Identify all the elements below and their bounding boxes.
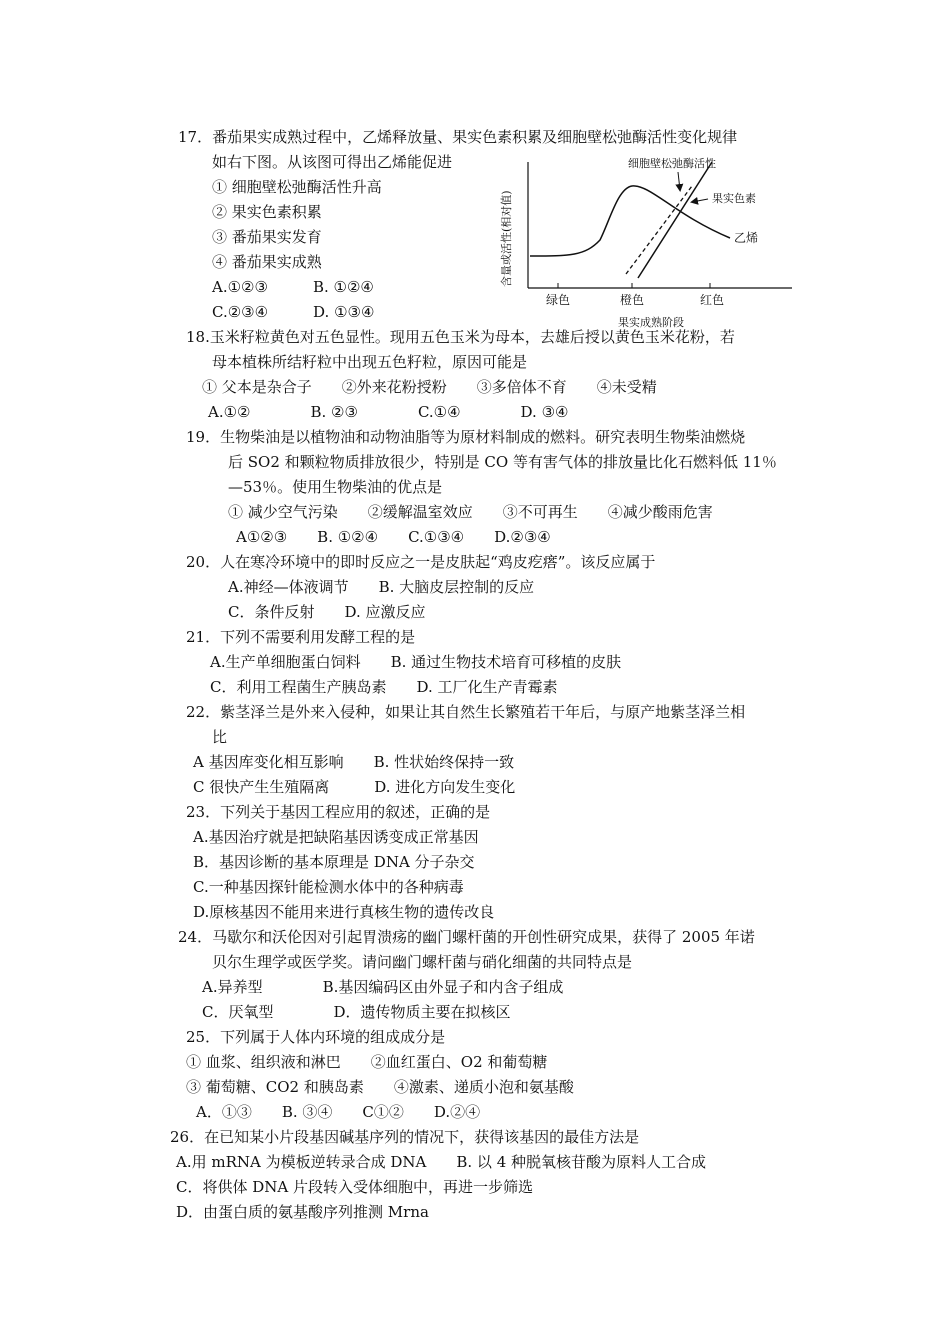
q17-options-ab: A.①②③ B. ①②④ <box>212 278 374 296</box>
q17-item-3: ③ 番茄果实发育 <box>212 228 322 246</box>
q23-option-a: A.基因治疗就是把缺陷基因诱变成正常基因 <box>193 828 479 846</box>
label-ethylene: 乙烯 <box>734 231 759 245</box>
q25-stem: 25．下列属于人体内环境的组成成分是 <box>186 1028 446 1046</box>
q24-options-ab: A.异养型 B.基因编码区由外显子和内含子组成 <box>202 978 564 996</box>
q26-stem: 26．在已知某小片段基因碱基序列的情况下，获得该基因的最佳方法是 <box>170 1128 640 1146</box>
q19-stem-line3: —53％。使用生物柴油的优点是 <box>228 478 443 496</box>
q24-stem-line1: 24．马歇尔和沃伦因对引起胃溃疡的幽门螺杆菌的开创性研究成果，获得了 2005 年诺 <box>178 928 755 946</box>
q18-stem-line2: 母本植株所结籽粒中出现五色籽粒，原因可能是 <box>212 353 528 371</box>
label-pigment: 果实色素 <box>712 192 756 205</box>
q22-stem-line1: 22．紫茎泽兰是外来入侵种，如果让其自然生长繁殖若干年后，与原产地紫茎泽兰相 <box>186 703 746 721</box>
figure-ylabel: 含量或活性(相对值) <box>500 190 513 287</box>
enzyme-line <box>626 186 692 274</box>
q24-options-cd: C．厌氧型 D．遗传物质主要在拟核区 <box>202 1003 511 1021</box>
q26-option-c: C．将供体 DNA 片段转入受体细胞中，再进一步筛选 <box>176 1178 533 1196</box>
q23-option-c: C.一种基因探针能检测水体中的各种病毒 <box>193 878 464 896</box>
q17-item-1: ① 细胞壁松弛酶活性升高 <box>212 178 382 196</box>
xtick-red: 红色 <box>700 293 725 307</box>
q17-figure <box>490 150 810 330</box>
ethylene-curve <box>530 186 730 256</box>
q18-items: ① 父本是杂合子 ②外来花粉授粉 ③多倍体不育 ④未受精 <box>202 378 657 396</box>
q21-options-cd: C．利用工程菌生产胰岛素 D. 工厂化生产青霉素 <box>210 678 558 696</box>
xtick-green: 绿色 <box>546 293 571 307</box>
q22-options-cd: C 很快产生生殖隔离 D. 进化方向发生变化 <box>193 778 516 796</box>
q17-stem-line2: 如右下图。从该图可得出乙烯能促进 <box>212 153 453 171</box>
q19-stem-line2: 后 SO2 和颗粒物质排放很少，特别是 CO 等有害气体的排放量比化石燃料低 11％ <box>228 453 777 471</box>
label-enzyme: 细胞壁松弛酶活性 <box>628 157 716 170</box>
q20-options-ab: A.神经—体液调节 B. 大脑皮层控制的反应 <box>228 578 535 596</box>
q25-items-line1: ① 血浆、组织液和淋巴 ②血红蛋白、O2 和葡萄糖 <box>186 1053 548 1071</box>
q24-stem-line2: 贝尔生理学或医学奖。请问幽门螺杆菌与硝化细菌的共同特点是 <box>212 953 633 971</box>
q21-stem: 21．下列不需要利用发酵工程的是 <box>186 628 416 646</box>
q21-options-ab: A.生产单细胞蛋白饲料 B. 通过生物技术培育可移植的皮肤 <box>210 653 622 671</box>
q18-stem-line1: 18.玉米籽粒黄色对五色显性。现用五色玉米为母本，去雄后授以黄色玉米花粉，若 <box>186 328 735 346</box>
q19-options: A①②③ B. ①②④ C.①③④ D.②③④ <box>236 528 551 546</box>
xtick-orange: 橙色 <box>620 293 645 307</box>
q19-stem-line1: 19．生物柴油是以植物油和动物油脂等为原材料制成的燃料。研究表明生物柴油燃烧 <box>186 428 746 446</box>
q19-items: ① 减少空气污染 ②缓解温室效应 ③不可再生 ④减少酸雨危害 <box>228 503 713 521</box>
q22-options-ab: A 基因库变化相互影响 B. 性状始终保持一致 <box>193 753 515 771</box>
pigment-line <box>638 162 712 278</box>
q18-options: A.①② B. ②③ C.①④ D. ③④ <box>208 403 569 421</box>
q22-stem-line2: 比 <box>212 728 228 746</box>
q17-item-4: ④ 番茄果实成熟 <box>212 253 322 271</box>
q20-stem: 20．人在寒冷环境中的即时反应之一是皮肤起“鸡皮疙瘩”。该反应属于 <box>186 553 656 571</box>
q23-stem: 23．下列关于基因工程应用的叙述，正确的是 <box>186 803 491 821</box>
q25-items-line2: ③ 葡萄糖、CO2 和胰岛素 ④激素、递质小泡和氨基酸 <box>186 1078 574 1096</box>
q23-option-d: D.原核基因不能用来进行真核生物的遗传改良 <box>193 903 495 921</box>
q23-option-b: B．基因诊断的基本原理是 DNA 分子杂交 <box>193 853 475 871</box>
q26-option-d: D．由蛋白质的氨基酸序列推测 Mrna <box>176 1203 429 1221</box>
q25-options: A．①③ B. ③④ C①② D.②④ <box>196 1103 481 1121</box>
q17-options-cd: C.②③④ D. ①③④ <box>212 303 375 321</box>
q17-stem-line1: 17．番茄果实成熟过程中，乙烯释放量、果实色素积累及细胞壁松弛酶活性变化规律 <box>178 128 738 146</box>
q20-options-cd: C．条件反射 D. 应激反应 <box>228 603 426 621</box>
q17-item-2: ② 果实色素积累 <box>212 203 322 221</box>
figure-xlabel: 果实成熟阶段 <box>618 316 684 329</box>
q26-options-ab: A.用 mRNA 为模板逆转录合成 DNA B. 以 4 种脱氧核苷酸为原料人工合成 <box>176 1153 707 1171</box>
